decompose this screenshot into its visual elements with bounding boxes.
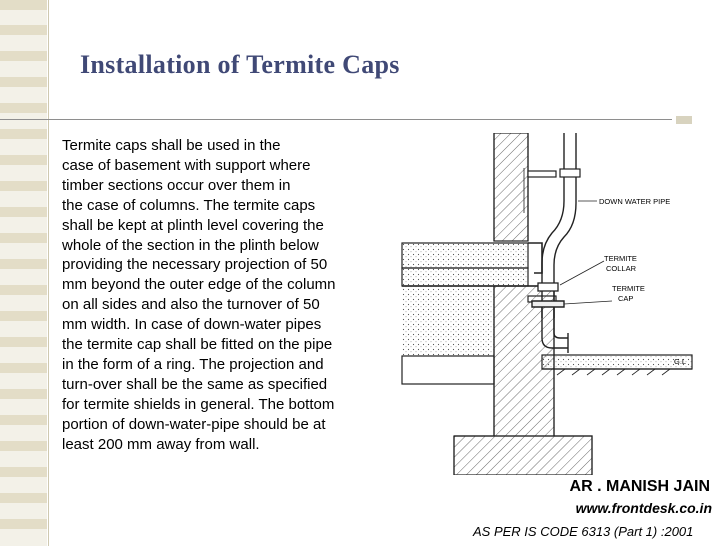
pipe-bracket-upper [528,171,556,177]
paragraph-line: case of basement with support where [62,156,311,174]
termite-cap-section-drawing [392,133,710,475]
paragraph-line: timber sections occur over them in [62,176,291,194]
label-down-water-pipe: DOWN WATER PIPE [599,197,671,206]
paragraph-line: whole of the section in the plinth below [62,236,319,254]
paragraph-line: the case of columns. The termite caps [62,196,316,214]
upper-wall [494,133,528,241]
paragraph-line: mm width. In case of down-water pipes [62,316,322,334]
ground-hatch [557,369,670,375]
paragraph-line: least 200 mm away from wall. [62,435,260,453]
author-website: www.frontdesk.co.in [575,500,712,516]
paragraph-line: shall be kept at plinth level covering the [62,216,324,234]
slide-left-rule [48,0,49,546]
floor-slab [402,243,528,268]
author-name: AR . MANISH JAIN [569,478,710,495]
slide-band-pattern [0,0,47,546]
termite-cap [532,301,564,307]
label-termite-collar-1: TERMITE [604,254,637,263]
label-termite-collar-2: COLLAR [606,264,637,273]
paragraph-line: for termite shields in general. The bottom [62,395,335,413]
paragraph-line: portion of down-water-pipe should be at [62,415,326,433]
title-divider-end [676,116,692,124]
slide-body-text [62,136,402,455]
code-reference: AS PER IS CODE 6313 (Part 1) :2001 [473,524,694,539]
paragraph-line: Termite caps shall be used in the [62,137,281,154]
label-ground-level: G.L [674,357,687,366]
label-termite-cap-2: CAP [618,294,634,303]
label-termite-cap-1: TERMITE [612,284,645,293]
paragraph-line: mm beyond the outer edge of the column [62,276,336,294]
termite-collar [538,283,558,291]
paragraph-line: in the form of a ring. The projection and [62,355,324,373]
paragraph-line: the termite cap shall be fitted on the pipe [62,336,333,354]
termite-shield [528,243,542,273]
title-divider [0,119,672,120]
paragraph-line: turn-over shall be the same as specified [62,375,328,393]
paragraph-line: on all sides and also the turnover of 50 [62,296,320,314]
ground-slab [542,355,692,369]
slide-title: Installation of Termite Caps [80,50,400,79]
paragraph-line: providing the necessary projection of 50 [62,256,328,274]
